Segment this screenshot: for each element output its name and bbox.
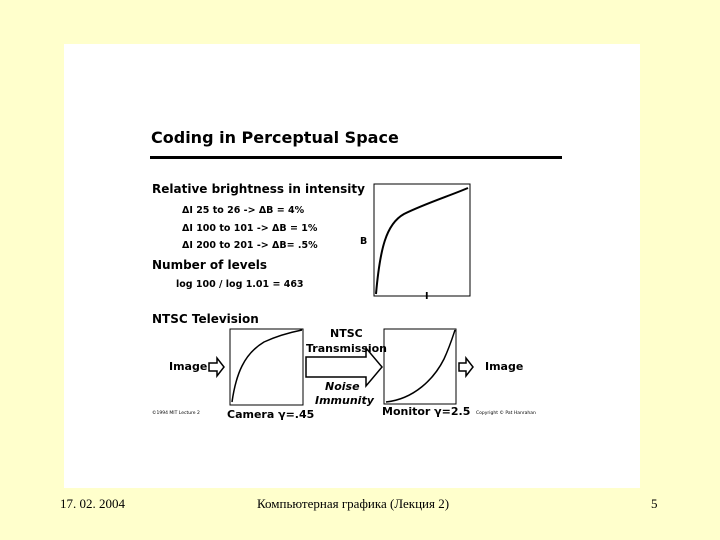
slide-graphics <box>64 44 640 488</box>
section-heading-levels: Number of levels <box>152 258 268 272</box>
monitor-graph <box>384 329 456 404</box>
credit-right: Copyright © Pat Hanrahan <box>476 411 536 416</box>
image-in-label: Image <box>169 360 208 373</box>
noise-label-2: Immunity <box>315 394 374 407</box>
graph-y-label: B <box>360 236 368 247</box>
transmission-label-2: Transmission <box>306 342 388 355</box>
credit-left: ©1994 MIT Lecture 2 <box>152 411 200 416</box>
footer-date: 17. 02. 2004 <box>60 496 125 511</box>
brightness-graph <box>374 184 470 296</box>
slide-title: Coding in Perceptual Space <box>151 128 399 147</box>
brightness-curve <box>376 188 468 294</box>
camera-graph <box>230 329 303 405</box>
title-underline <box>150 156 562 159</box>
section-heading-brightness: Relative brightness in intensity <box>152 182 365 196</box>
graph-x-label: I <box>425 291 429 302</box>
slide-content <box>64 44 640 488</box>
transmission-label-1: NTSC <box>330 327 363 340</box>
camera-gamma-label: Camera γ=.45 <box>227 408 315 421</box>
image-out-arrow <box>459 358 473 376</box>
image-in-arrow <box>209 358 224 376</box>
brightness-line-2: ΔI 100 to 101 -> ΔB = 1% <box>182 223 318 234</box>
footer-page-number: 5 <box>651 496 658 511</box>
noise-label-1: Noise <box>325 380 360 393</box>
brightness-line-3: ΔI 200 to 201 -> ΔB= .5% <box>182 240 318 251</box>
brightness-line-1: ΔI 25 to 26 -> ΔB = 4% <box>182 205 305 216</box>
section-heading-ntsc: NTSC Television <box>152 312 259 326</box>
monitor-curve <box>386 330 455 402</box>
footer-course: Компьютерная графика (Лекция 2) <box>257 496 450 511</box>
image-out-label: Image <box>485 360 524 373</box>
camera-curve <box>232 330 302 402</box>
levels-formula: log 100 / log 1.01 = 463 <box>176 279 304 290</box>
monitor-gamma-label: Monitor γ=2.5 <box>382 405 471 418</box>
